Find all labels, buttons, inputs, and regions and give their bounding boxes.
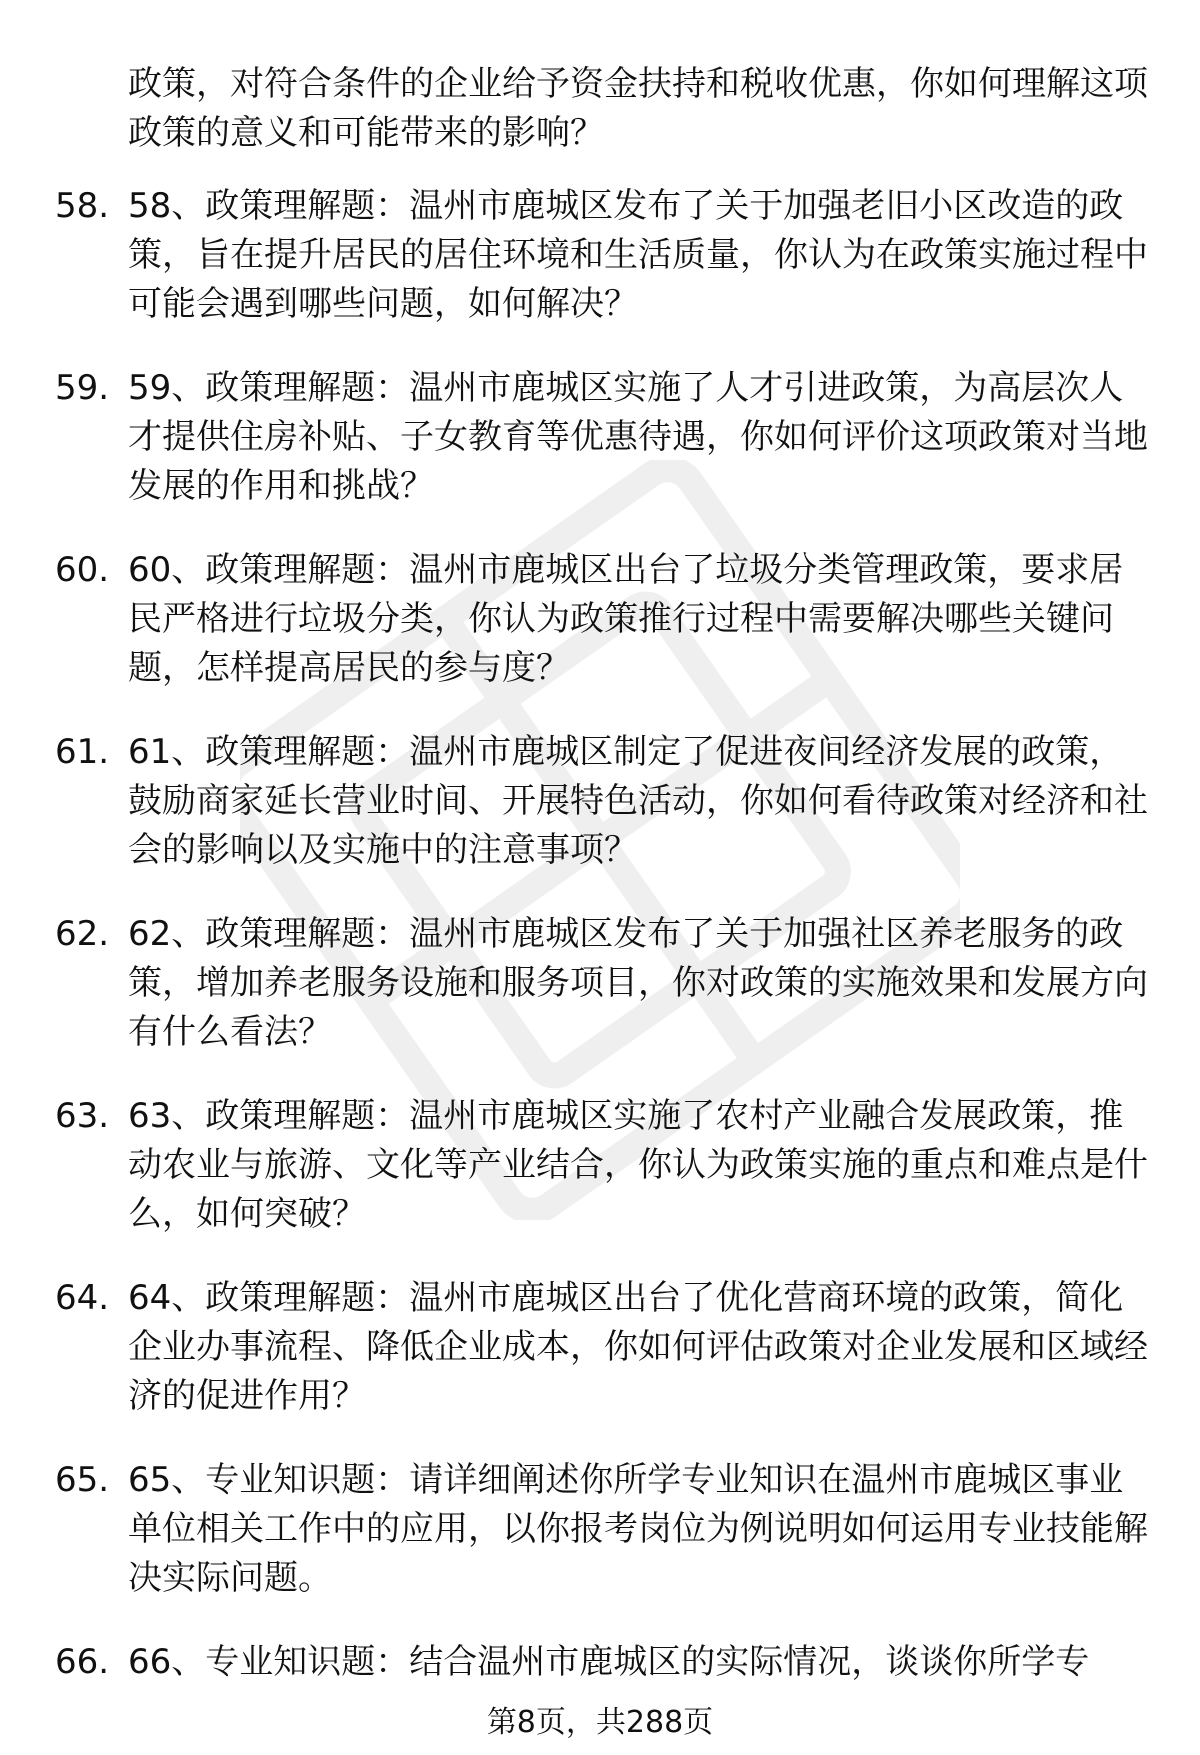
item-text: 62、政策理解题：温州市鹿城区发布了关于加强社区养老服务的政策，增加养老服务设施和服务项目，你对政策的实施效果和发展方向有什么看法？ (128, 914, 1148, 1052)
item-text: 63、政策理解题：温州市鹿城区实施了农村产业融合发展政策，推动农业与旅游、文化等产业结合，你认为政策实施的重点和难点是什么，如何突破？ (128, 1096, 1148, 1234)
list-item (0, 364, 1200, 546)
item-number: 58. (55, 186, 110, 226)
page-footer: 第8页，共288页 (486, 1705, 714, 1740)
item-text: 58、政策理解题：温州市鹿城区发布了关于加强老旧小区改造的政策，旨在提升居民的居住环境和生活质量，你认为在政策实施过程中可能会遇到哪些问题，如何解决？ (128, 186, 1148, 324)
list-item (0, 1092, 1200, 1274)
item-text: 66、专业知识题：结合温州市鹿城区的实际情况，谈谈你所学专 (128, 1642, 1090, 1682)
item-number: 66. (55, 1642, 110, 1682)
item-number: 61. (55, 732, 110, 772)
item-number: 63. (55, 1096, 110, 1136)
item-number: 59. (55, 368, 110, 408)
continuation-text: 政策，对符合条件的企业给予资金扶持和税收优惠，你如何理解这项政策的意义和可能带来的影响？ (128, 64, 1148, 153)
list-item (0, 1274, 1200, 1456)
list-item (0, 1456, 1200, 1638)
list-item (0, 910, 1200, 1092)
item-number: 62. (55, 914, 110, 954)
item-text: 60、政策理解题：温州市鹿城区出台了垃圾分类管理政策，要求居民严格进行垃圾分类，你认为政策推行过程中需要解决哪些关键问题，怎样提高居民的参与度？ (128, 550, 1124, 688)
item-text: 65、专业知识题：请详细阐述你所学专业知识在温州市鹿城区事业单位相关工作中的应用，以你报考岗位为例说明如何运用专业技能解决实际问题。 (128, 1460, 1148, 1598)
list-item (0, 182, 1200, 364)
item-text: 64、政策理解题：温州市鹿城区出台了优化营商环境的政策，简化企业办事流程、降低企业成本，你如何评估政策对企业发展和区域经济的促进作用？ (128, 1278, 1148, 1416)
item-text: 61、政策理解题：温州市鹿城区制定了促进夜间经济发展的政策，鼓励商家延长营业时间、开展特色活动，你如何看待政策对经济和社会的影响以及实施中的注意事项？ (128, 732, 1148, 870)
list-item (0, 546, 1200, 728)
item-number: 64. (55, 1278, 110, 1318)
item-number: 60. (55, 550, 110, 590)
question-list (0, 182, 1200, 1755)
item-number: 65. (55, 1460, 110, 1500)
list-item (0, 728, 1200, 910)
item-text: 59、政策理解题：温州市鹿城区实施了人才引进政策，为高层次人才提供住房补贴、子女教育等优惠待遇，你如何评价这项政策对当地发展的作用和挑战？ (128, 368, 1148, 506)
